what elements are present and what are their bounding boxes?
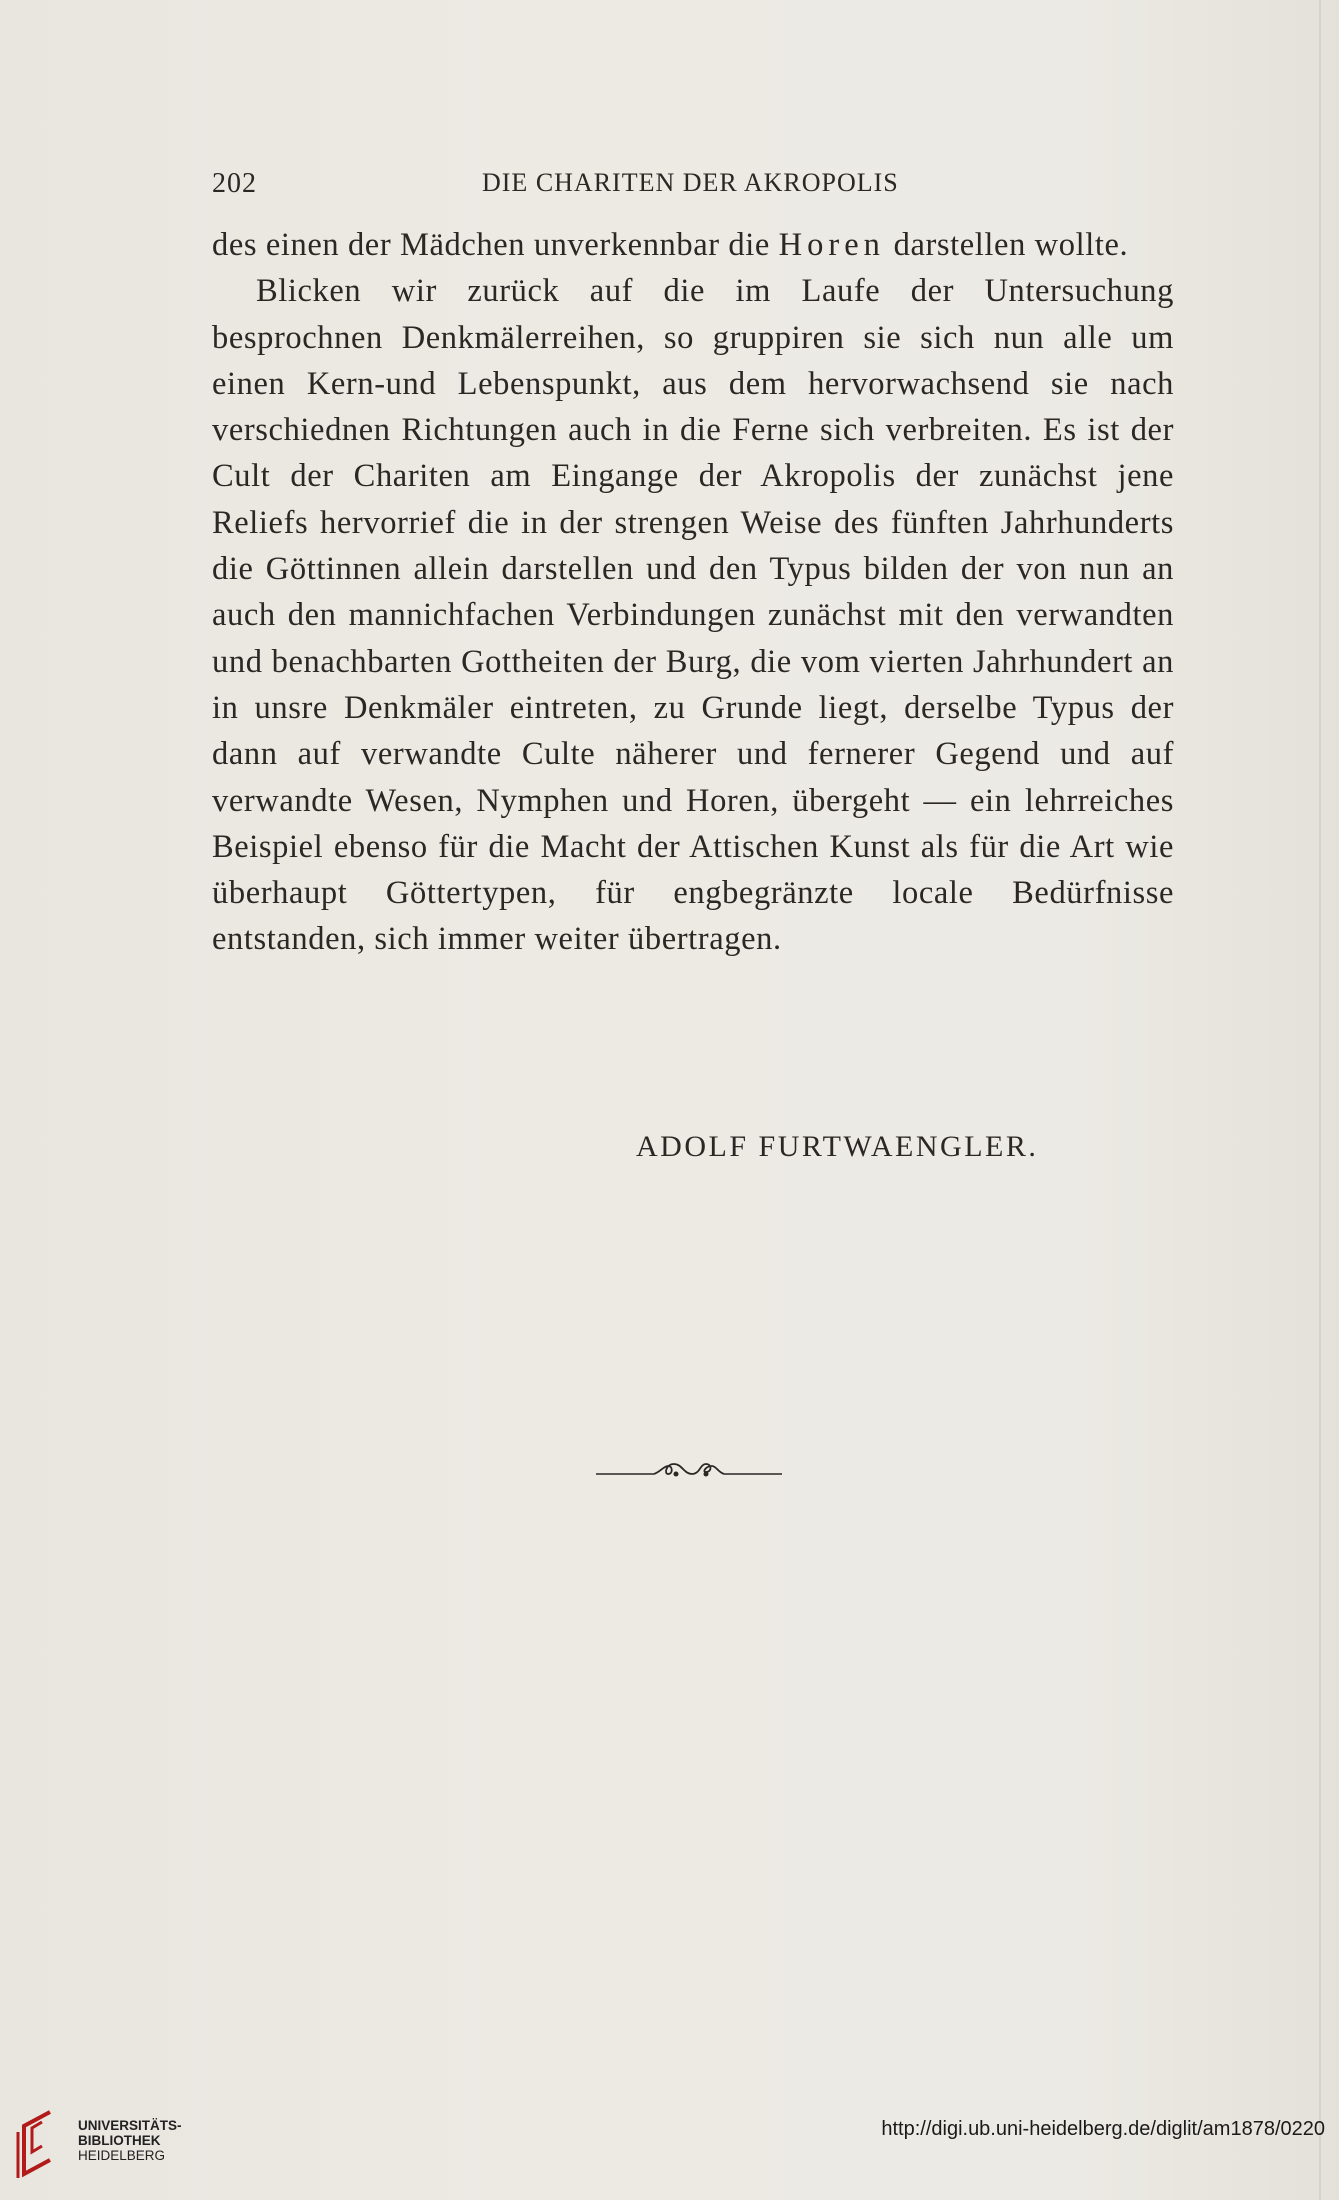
paragraph-1: [212, 222, 1174, 268]
paragraph-1-end: darstellen wollte.: [884, 227, 1129, 263]
page-number: 202: [212, 168, 257, 199]
library-name-line-3: HEIDELBERG: [78, 2148, 166, 2163]
paragraph-2: Blicken wir zurück auf die im Laufe der Untersuchung besprochnen Denkmälerreihen, so gruppiren sie sich nun alle um einen Kern-und Lebenspunkt, aus dem hervorwachsend sie nach verschiednen Richtungen auch in die Ferne sich verbreiten. Es ist der Cult der Chariten am Eingange der Akropolis der zunächst jene Reliefs hervorrief die in der strengen Weise des fünften Jahrhunderts die Göttinnen allein darstellen und den Typus bilden der von nun an auch den mannichfachen Verbindungen zunächst mit den verwandten und benachbarten Gottheiten der Burg, die vom vierten Jahrhundert an in unsre Denkmäler eintreten, zu Grunde liegt, derselbe Typus der dann auf verwandte Culte näherer und fernerer Gegend und auf verwandte Wesen, Nymphen und Horen, übergeht — ein lehrreiches Beispiel ebenso für die Macht der Attischen Kunst als für die Art wie überhaupt Göttertypen, für engbegränzte locale Bedürfnisse entstanden, sich immer weiter übertragen.: [212, 273, 1174, 958]
running-title: DIE CHARITEN DER AKROPOLIS: [482, 168, 899, 197]
page-header: [212, 168, 1172, 208]
author-signature: ADOLF FURTWAENGLER.: [636, 1130, 1039, 1163]
library-name: [78, 2118, 182, 2163]
library-name-line-2: BIBLIOTHEK: [78, 2133, 161, 2148]
library-name-line-1: UNIVERSITÄTS-: [78, 2118, 182, 2133]
paragraph-1-start: des einen der Mädchen unverkennbar die: [212, 227, 779, 263]
page-edge: [1319, 0, 1321, 2200]
library-logo-icon: [14, 2108, 54, 2180]
source-url[interactable]: http://digi.ub.uni-heidelberg.de/diglit/am1878/0220: [881, 2118, 1325, 2140]
ornament-divider-icon: [594, 1456, 784, 1486]
body-text: [212, 222, 1174, 963]
spaced-word: Horen: [778, 227, 885, 263]
